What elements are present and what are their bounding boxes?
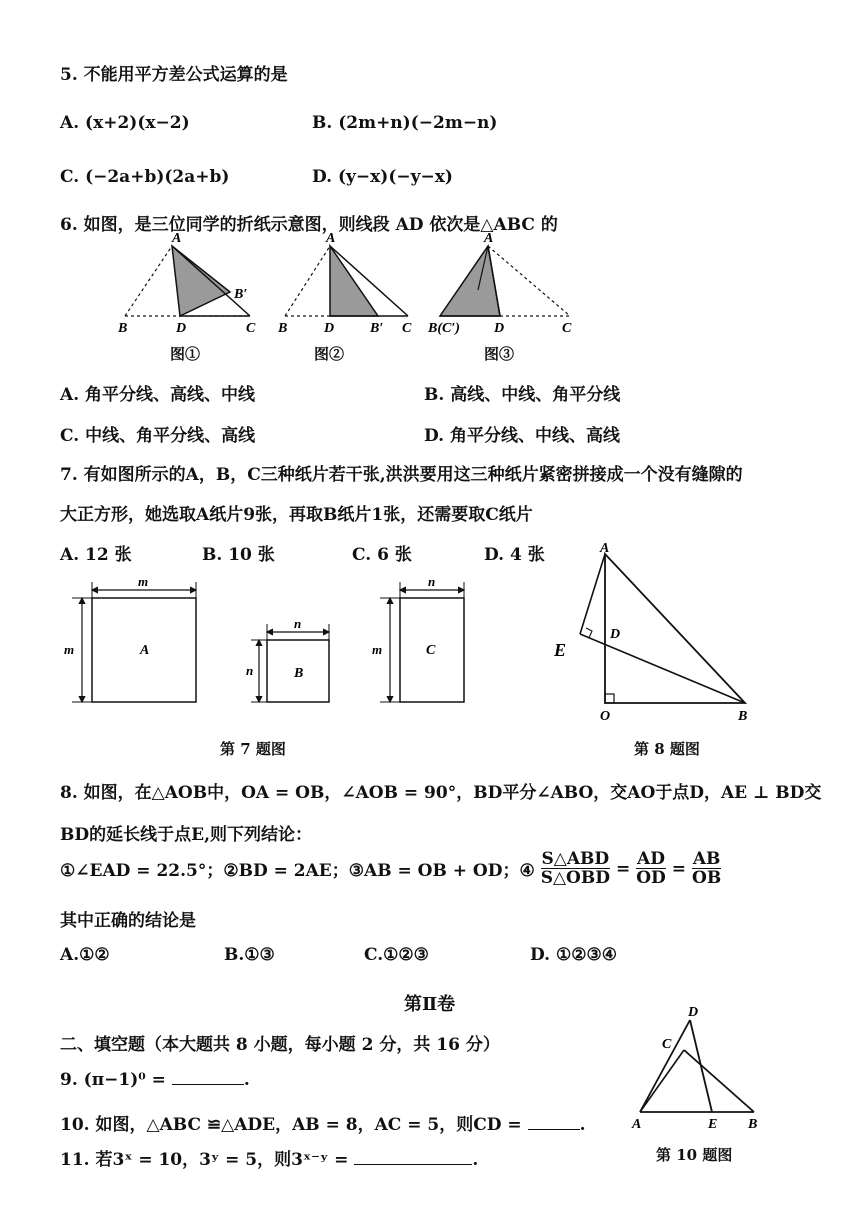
piece-a: [64, 574, 196, 702]
q6-fig2-caption: 图②: [314, 345, 345, 363]
q8-stem-line1: 8. 如图，在△AOB中，OA = OB，∠AOB = 90°，BD平分∠ABO，交AO于点D，AE ⊥ BD交: [60, 783, 822, 803]
piece-b-top-label: n: [294, 616, 302, 631]
q6-option-b: B. 高线、中线、角平分线: [424, 385, 621, 405]
q8-option-a: A.①②: [60, 945, 110, 965]
q10-label-a: A: [632, 1117, 642, 1132]
q8-label-o: O: [600, 709, 611, 724]
q10-period: .: [579, 1115, 586, 1135]
q7-paper-pieces-figure: [60, 572, 480, 712]
q9-answer-blank[interactable]: [172, 1070, 244, 1085]
q7-option-a: A. 12 张: [60, 545, 132, 565]
q7-option-d: D. 4 张: [484, 545, 545, 565]
q8-frac2-numerator: AD: [637, 849, 665, 869]
piece-a-top-label: m: [138, 574, 149, 589]
piece-c-top-label: n: [428, 574, 436, 589]
q8-ab-ob-fraction: [692, 850, 721, 887]
q11: [60, 1145, 478, 1170]
q10-answer-blank[interactable]: [528, 1115, 580, 1130]
q7-stem-line2: 大正方形，她选取A纸片9张，再取B纸片1张，还需要取C纸片: [60, 505, 533, 525]
q5-option-b: B. (2m+n)(−2m−n): [312, 113, 498, 133]
q8-frac3-denominator: OB: [692, 868, 722, 888]
piece-a-side-label: m: [64, 642, 75, 657]
q5-stem: 5. 不能用平方差公式运算的是: [60, 65, 288, 85]
fig1-label-d: D: [176, 321, 187, 336]
fig3-label-d: D: [494, 321, 505, 336]
q10-label-e: E: [708, 1117, 718, 1132]
q10-caption: 第 10 题图: [656, 1146, 733, 1164]
q8-option-b: B.①③: [224, 945, 275, 965]
q6-figure-3: [427, 232, 572, 336]
q8-option-d: D. ①②③④: [530, 945, 617, 965]
fig2-label-b: B: [278, 321, 288, 336]
q5-option-d: D. (y−x)(−y−x): [312, 167, 453, 187]
fig2-label-c: C: [402, 321, 412, 336]
fig3-label-a: A: [484, 232, 494, 246]
q10-figure: [628, 998, 768, 1138]
q11-text: 11. 若3ˣ = 10，3ʸ = 5，则3ˣ⁻ʸ =: [60, 1150, 349, 1170]
q8-conclusions-text: ①∠EAD = 22.5°；②BD = 2AE；③AB = OB + OD；④: [60, 861, 535, 881]
q8-equals-1: =: [615, 858, 631, 879]
q8-label-b: B: [738, 709, 748, 724]
q8-ad-od-fraction: [636, 850, 666, 887]
q5-option-a: A. (x+2)(x−2): [60, 113, 190, 133]
fig1-label-bprime: B′: [234, 287, 248, 302]
piece-c-side-label: m: [372, 642, 383, 657]
piece-c: [372, 574, 464, 702]
q11-answer-blank[interactable]: [354, 1150, 472, 1165]
q8-stem-line2: BD的延长线于点E,则下列结论：: [60, 825, 312, 845]
q8-equals-2: =: [671, 858, 687, 879]
q8-prompt: 其中正确的结论是: [60, 911, 196, 931]
q6-figure-2: [277, 232, 412, 336]
q7-caption: 第 7 题图: [220, 740, 286, 758]
q8-option-c: C.①②③: [364, 945, 429, 965]
q8-conclusions: [60, 850, 721, 887]
q6-stem: 6. 如图，是三位同学的折纸示意图，则线段 AD 依次是△ABC 的: [60, 215, 558, 235]
q11-period: .: [472, 1150, 479, 1170]
piece-b-side-label: n: [246, 663, 254, 678]
q10: [60, 1110, 585, 1135]
q8-label-e: E: [554, 640, 567, 660]
q6-option-d: D. 角平分线、中线、高线: [424, 426, 620, 446]
piece-c-label: C: [426, 643, 436, 658]
q6-fig3-caption: 图③: [484, 345, 515, 363]
q7-option-b: B. 10 张: [202, 545, 275, 565]
q9-period: .: [243, 1070, 250, 1090]
section-fill-in-header: 二、填空题（本大题共 8 小题，每小题 2 分，共 16 分）: [60, 1035, 500, 1055]
q10-label-d: D: [688, 1005, 699, 1020]
q8-caption: 第 8 题图: [634, 740, 700, 758]
q10-label-b: B: [748, 1117, 758, 1132]
q8-frac1-denominator: S△OBD: [540, 868, 610, 888]
fig1-label-a: A: [172, 232, 182, 246]
fig2-label-d: D: [324, 321, 335, 336]
fig2-label-a: A: [326, 232, 336, 246]
q8-label-a: A: [600, 541, 610, 556]
fig2-label-bprime: B′: [370, 321, 384, 336]
q8-area-ratio-fraction: [541, 850, 610, 887]
piece-a-label: A: [140, 643, 150, 658]
q6-folding-figures: [110, 232, 600, 344]
q10-text: 10. 如图，△ABC ≌△ADE，AB = 8，AC = 5，则CD =: [60, 1115, 522, 1135]
fig1-label-c: C: [246, 321, 256, 336]
q8-frac1-numerator: S△ABD: [541, 849, 610, 869]
q6-option-c: C. 中线、角平分线、高线: [60, 426, 256, 446]
fig1-label-b: B: [118, 321, 128, 336]
q6-figure-1: [117, 232, 256, 336]
q10-label-c: C: [662, 1037, 672, 1052]
piece-b: [246, 616, 329, 702]
piece-b-label: B: [294, 666, 304, 681]
fig3-label-bc: B(C′): [428, 321, 460, 336]
q5-option-c: C. (−2a+b)(2a+b): [60, 167, 230, 187]
part2-title: 第Ⅱ卷: [404, 994, 456, 1015]
q9: [60, 1070, 250, 1090]
q7-option-c: C. 6 张: [352, 545, 412, 565]
q8-label-d: D: [610, 627, 621, 642]
q8-frac2-denominator: OD: [636, 868, 666, 888]
q6-fig1-caption: 图①: [170, 345, 201, 363]
fig3-label-c: C: [562, 321, 572, 336]
q8-frac3-numerator: AB: [692, 849, 721, 869]
q8-figure: [548, 540, 768, 725]
q9-text: 9. (π−1)⁰ =: [60, 1070, 166, 1090]
q7-stem-line1: 7. 有如图所示的A，B，C三种纸片若干张,洪洪要用这三种纸片紧密拼接成一个没有缝隙的: [60, 465, 743, 485]
q6-option-a: A. 角平分线、高线、中线: [60, 385, 256, 405]
